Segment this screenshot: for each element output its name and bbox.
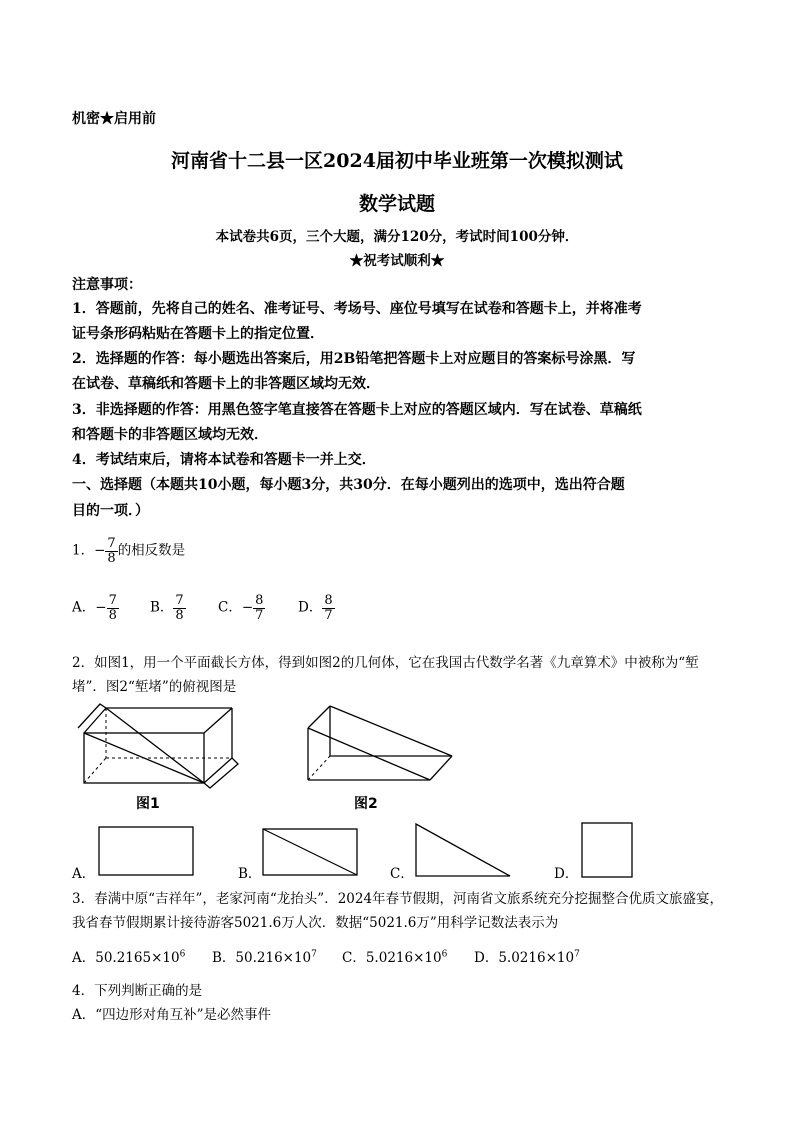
question-4-stem: 4．下列判断正确的是 (72, 983, 203, 999)
notes-heading: 注意事项： (72, 277, 142, 293)
note-line: 3．非选择题的作答：用黑色签字笔直接答在答题卡上对应的答题区域内．写在试卷、草稿纸 (72, 402, 642, 418)
q2-option-a-rectangle[interactable] (98, 826, 194, 876)
exam-title: 河南省十二县一区2024届初中毕业班第一次模拟测试 (171, 150, 623, 172)
note-line: 在试卷、草稿纸和答题卡上的非答题区域均无效． (72, 376, 380, 392)
subject-title: 数学试题 (358, 193, 435, 215)
question-number: 1． (72, 542, 95, 559)
fraction: $\frac{7}{8}$ (107, 536, 116, 566)
q3-option-b[interactable]: B．$50.216\times 10^7$ (212, 949, 317, 966)
q1-option-d[interactable]: D． $\frac{8}{7}$ (298, 593, 333, 623)
note-line: 4．考试结束后，请将本试卷和答题卡一并上交． (72, 452, 376, 468)
q2-option-b-rectangle-diagonal[interactable] (262, 828, 358, 876)
minus-sign: − (94, 542, 106, 559)
q4-option-a[interactable]: A．“四边形对角互补”是必然事件 (72, 1007, 272, 1023)
q2-option-c-label[interactable]: C． (390, 866, 414, 882)
question-2-line1: 2．如图1，用一个平面截长方体，得到如图2的几何体，它在我国古代数学名著《九章算术》中被称为“堑 (72, 655, 699, 671)
q1-option-c[interactable]: C．− $\frac{8}{7}$ (218, 593, 264, 623)
exam-info: 本试卷共6页，三个大题，满分120分，考试时间100分钟． (215, 229, 579, 245)
q2-option-d-label[interactable]: D． (554, 866, 579, 882)
note-line: 证号条形码粘贴在答题卡上的指定位置． (72, 326, 324, 342)
q3-option-d[interactable]: D．$5.0216\times 10^7$ (474, 949, 580, 966)
q2-option-d-square[interactable] (581, 822, 633, 878)
confidential-label: 机密★启用前 (72, 111, 156, 127)
question-3-line1: 3．春满中原“吉祥年”，老家河南“龙抬头”．2024年春节假期，河南省文旅系统充分挖掘整合优质文旅盛宴， (72, 891, 724, 907)
q3-option-c[interactable]: C．$5.0216\times 10^6$ (342, 949, 448, 966)
figure-2-label: 图2 (354, 796, 378, 812)
q2-option-a-label[interactable]: A． (72, 866, 96, 882)
good-luck: ★祝考试顺利★ (349, 253, 445, 269)
note-line: 1．答题前，先将自己的姓名、准考证号、考场号、座位号填写在试卷和答题卡上，并将准考 (72, 301, 642, 317)
q1-option-b[interactable]: B． $\frac{7}{8}$ (150, 593, 184, 623)
note-line: 2．选择题的作答：每小题选出答案后，用2B铅笔把答题卡上对应题目的答案标号涂黑．写 (72, 351, 636, 367)
figure-2-prism (300, 700, 460, 790)
figure-1-cuboid (70, 700, 250, 790)
q2-option-c-triangle[interactable] (414, 822, 512, 878)
q1-option-a[interactable]: A．− $\frac{7}{8}$ (72, 593, 117, 623)
section-heading-cont: 目的一项．） (72, 503, 149, 519)
section-heading: 一、选择题（本题共10小题，每小题3分，共30分．在每小题列出的选项中，选出符合题 (72, 477, 625, 493)
q2-option-b-label[interactable]: B． (238, 866, 262, 882)
question-2-line2: 堵”．图2“堑堵”的俯视图是 (72, 679, 237, 695)
question-text: 的相反数是 (117, 542, 186, 559)
question-3-line2: 我省春节假期累计接待游客5021.6万人次．数据“5021.6万”用科学记数法表示为 (72, 915, 559, 931)
note-line: 和答题卡的非答题区域均无效． (72, 427, 268, 443)
q3-option-a[interactable]: A．$50.2165\times 10^6$ (72, 949, 186, 966)
question-1 (72, 537, 185, 565)
figure-1-label: 图1 (136, 796, 160, 812)
